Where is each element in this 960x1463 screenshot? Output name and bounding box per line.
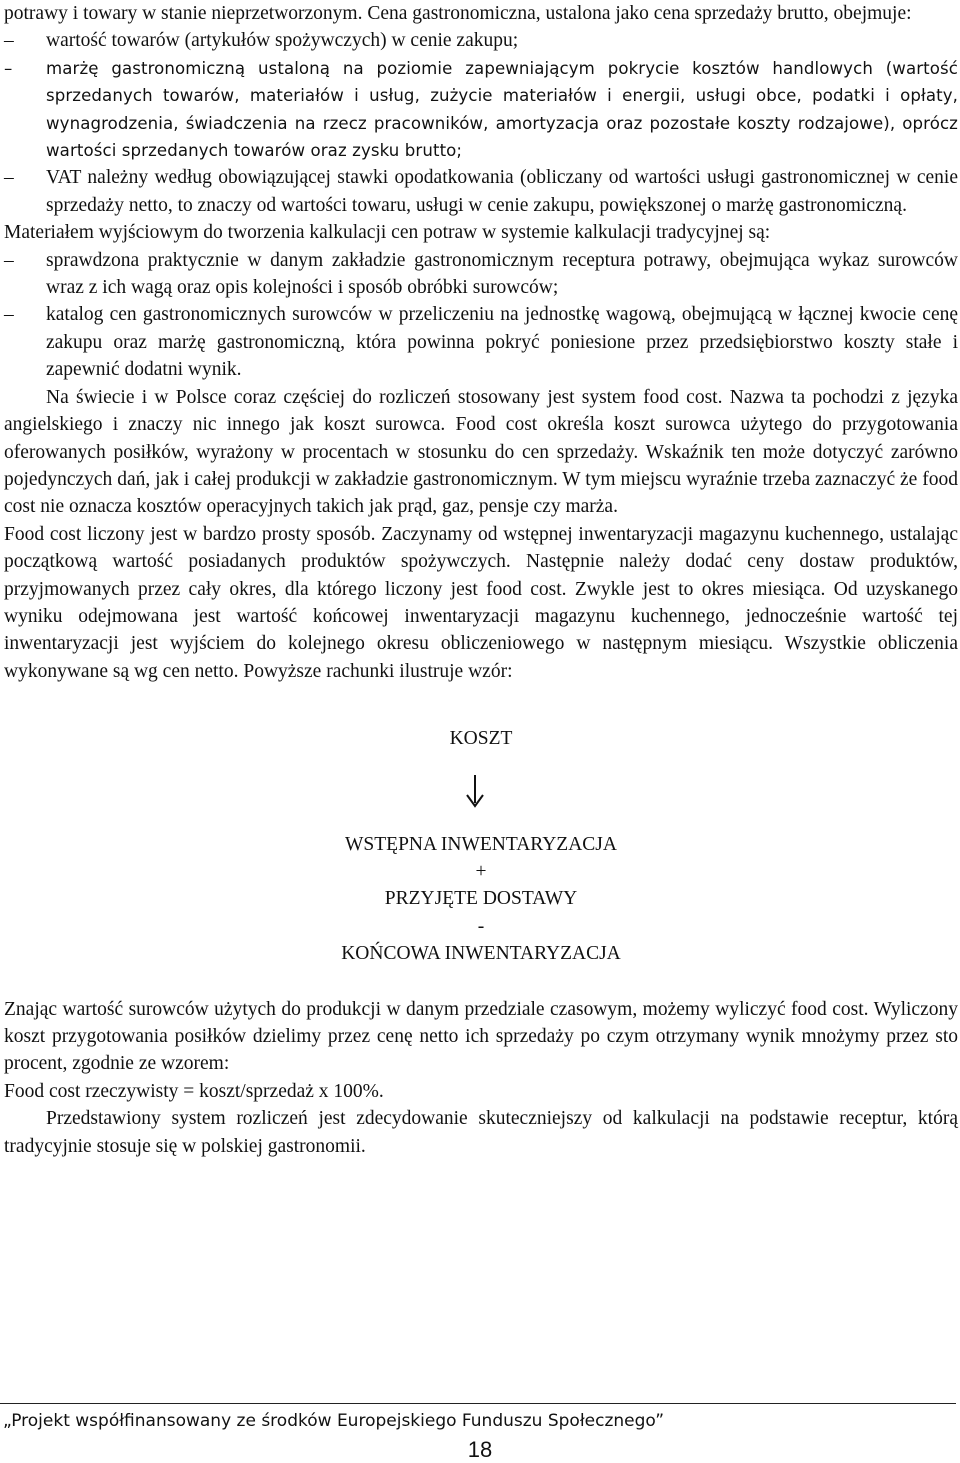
formula-deliveries: PRZYJĘTE DOSTAWY [384,888,578,910]
dash-bullet-icon: – [4,58,13,78]
list-item: – VAT należny według obowiązującej stawki opodatkowania (obliczany od wartości usługi gastronomicznej w cenie sprzedaży netto, to znaczy od wartości towaru, usługi w cenie zakupu, powiększonej o marżę gastronomiczną. [4,164,958,219]
down-arrow-icon [461,773,501,809]
list-item: – katalog cen gastronomicznych surowców w przeliczeniu na jednostkę wagową, obejmującą w łącznej kwocie cenę zakupu oraz marżę gastronomiczną, która powinna pokryć poniesione przez przedsiębiorstwo koszty stałe i zapewnić dodatni wynik. [4,301,958,383]
paragraph-food-cost-method: Food cost liczony jest w bardzo prosty sposób. Zaczynamy od wstępnej inwentaryzacji magazynu kuchennego, ustalając początkową wartość posiadanych produktów spożywczych. Następnie należy dodać ceny dostaw produktów, przyjmowanych przez cały okres, dla którego liczony jest food cost. Zwykle jest to okres miesiąca. Od uzyskanego wyniku odejmowana jest wartość końcowej inwentaryzacji magazynu kuchennego, jednocześnie wartość tej inwentaryzacji jest wyjściem do kolejnego okresu obliczeniowego w następnym miesiącu. Wszystkie obliczenia wykonywane są wg cen netto. Powyższe rachunki ilustruje wzór: [4,523,958,682]
paragraph-materials: Materiałem wyjściowym do tworzenia kalkulacji cen potraw w systemie kalkulacji tradycyjnej są: [4,222,771,244]
formula-food-cost: Food cost rzeczywisty = koszt/sprzedaż x 100%. [4,1080,384,1102]
list-item: – wartość towarów (artykułów spożywczych) w cenie zakupu; [4,27,958,54]
formula-cost: KOSZT [449,728,513,750]
formula-final-inventory: KOŃCOWA INWENTARYZACJA [341,943,621,965]
paragraph-intro: potrawy i towary w stanie nieprzetworzonym. Cena gastronomiczna, ustalona jako cena sprzedaży brutto, obejmuje: [4,3,912,24]
cost-formula [4,725,958,967]
paragraph-food-cost-calc: Znając wartość surowców użytych do produkcji w danym przedziale czasowym, możemy wyliczyć food cost. Wyliczony koszt przygotowania posiłków dzielimy przez cenę netto ich sprzedaży po czym otrzymany wynik mnożymy przez sto procent, zgodnie ze wzorem: [4,998,958,1075]
formula-plus-operator: + [475,860,487,882]
dash-bullet-icon: – [4,30,14,52]
formula-initial-inventory: WSTĘPNA INWENTARYZACJA [345,833,617,855]
price-components-list [4,27,958,219]
list-item: – marżę gastronomiczną ustaloną na poziomie zapewniającym pokrycie kosztów handlowych (wartość sprzedanych towarów, materiałów i usług, zużycie materiałów i energii, usługi obce, podatki i opłaty, wynagrodzenia, świadczenia na rzecz pracowników, amortyzacja oraz pozostałe koszty rodzajowe), oprócz wartości sprzedanych towarów oraz zysku brutto; [4,55,958,165]
list-item: – sprawdzona praktycznie w danym zakładzie gastronomicznym receptura potrawy, obejmująca wykaz surowców wraz z ich wagą oraz opis kolejności i sposób obróbki surowców; [4,247,958,302]
footer-project-note: „Projekt współfinansowany ze środków Europejskiego Funduszu Społecznego” [3,1411,665,1431]
materials-list [4,247,958,384]
formula-minus-operator: - [477,915,485,937]
dash-bullet-icon: – [4,167,14,189]
paragraph-food-cost-intro: Na świecie i w Polsce coraz częściej do rozliczeń stosowany jest system food cost. Nazwa ta pochodzi z języka angielskiego i znaczy nic innego jak koszt surowca. Food cost określa koszt surowca użytego do przygotowania oferowanych posiłków, wyrażony w procentach w stosunku do cen sprzedaży. Wskaźnik ten może dotyczyć zarówno pojedynczych dań, jak i całej produkcji w zakładzie gastronomicznym. W tym miejscu wyraźnie trzeba zaznaczyć że food cost nie oznacza kosztów operacyjnych takich jak prąd, gaz, pensje czy marża. [4,386,958,518]
page-number: 18 [467,1437,493,1462]
footer-divider [0,1403,956,1404]
dash-bullet-icon: – [4,249,14,271]
dash-bullet-icon: – [4,304,14,326]
paragraph-conclusion: Przedstawiony system rozliczeń jest zdecydowanie skuteczniejszy od kalkulacji na podstawie receptur, którą tradycyjnie stosuje się w polskiej gastronomii. [4,1108,958,1157]
document-page [4,0,958,1160]
